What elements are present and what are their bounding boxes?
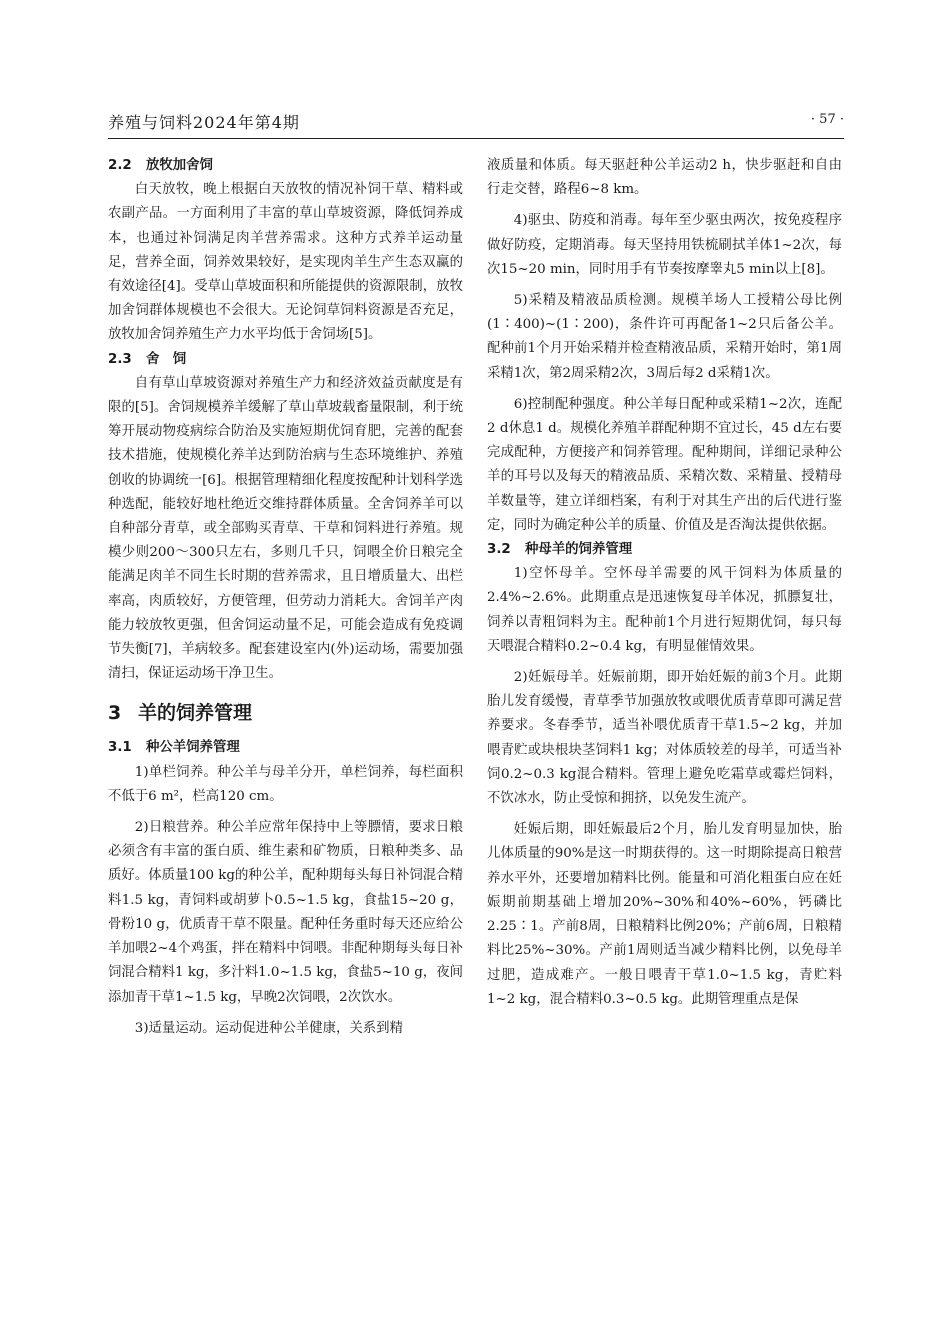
paragraph: 1)单栏饲养。种公羊与母羊分开，单栏饲养，每栏面积不低于6 m²，栏高120 cm。 <box>108 764 463 804</box>
section-title: 种母羊的饲养管理 <box>525 542 633 558</box>
section-heading-2-3 <box>108 348 463 372</box>
chapter-title: 羊的饲养管理 <box>138 702 253 725</box>
paragraph: 1)空怀母羊。空怀母羊需要的风干饲料为体质量的2.4%~2.6%。此期重点是迅速恢复母羊体况，抓膘复壮，饲养以青粗饲料为主。配种前1个月进行短期优饲，每只每天喂混合精料0.2~0.4 kg，有明显催情效果。 <box>487 566 842 654</box>
running-header <box>108 110 844 134</box>
chapter-heading-3 <box>108 700 463 726</box>
journal-title: 养殖与饲料2024年第4期 <box>108 113 300 132</box>
section-title: 放牧加舍饲 <box>146 158 213 173</box>
right-column <box>487 154 842 1012</box>
paragraph: 6)控制配种强度。种公羊每日配种或采精1~2次，连配2 d休息1 d。规模化养殖羊群配种期不宜过长，45 d左右要完成配种，方便接产和饲养管理。配种期间，详细记录种公羊的耳号以及每天的精液品质、采精次数、采精量、授精母羊数量等，建立详细档案，有利于对其生产出的后代进行鉴定，同时为确定种公羊的质量、价值及是否淘汰提供依据。 <box>487 396 842 533</box>
section-heading-3-2 <box>487 538 842 562</box>
paragraph: 自有草山草坡资源对养殖生产力和经济效益贡献度是有限的[5]。舍饲规模养羊缓解了草山草坡载畜量限制，利于统筹开展动物疫病综合防治及实施短期优饲育肥，完善的配套技术措施，使规模化养羊达到防治病与生态环境维护、养殖创收的协调统一[6]。根据管理精细化程度按配种计划科学选种选配，能较好地杜绝近交维持群体质量。全舍饲养羊可以自种部分青草，或全部购买青草、干草和饲料进行养殖。规模少则200～300只左右，多则几千只，饲喂全价日粮完全能满足肉羊不同生长时期的营养需求，且日增质量大、出栏率高，肉质较好，方便管理，但劳动力消耗大。舍饲羊产肉能力较放牧更强，但舍饲运动量不足，可能会造成有免疫调节失衡[7]，羊病较多。配套建设室内(外)运动场，需要加强清扫，保证运动场干净卫生。 <box>108 375 463 682</box>
paragraph: 妊娠后期，即妊娠最后2个月，胎儿发育明显加快，胎儿体质量的90%是这一时期获得的。这一时期除提高日粮营养水平外，还要增加精料比例。能量和可消化粗蛋白应在妊娠期前期基础上增加20%~30%和40%~60%，钙磷比2.25∶1。产前8周，日粮精料比例20%；产前6周，日粮精料比25%~30%。产前1周则适当减少精料比例，以免母羊过肥，造成难产。一般日喂青干草1.0~1.5 kg，青贮料1~2 kg，混合精料0.3~0.5 kg。此期管理重点是保 <box>487 822 842 1007</box>
section-heading-2-2 <box>108 154 463 178</box>
section-title: 种公羊饲养管理 <box>146 740 240 756</box>
chapter-number: 3 <box>108 702 122 725</box>
section-heading-3-1 <box>108 736 463 760</box>
header-rule <box>108 138 844 139</box>
paragraph: 4)驱虫、防疫和消毒。每年至少驱虫两次，按免疫程序做好防疫，定期消毒。每天坚持用铁梳刷拭羊体1~2次，每次15~20 min，同时用手有节奏按摩睾丸5 min以上[8]。 <box>487 213 842 277</box>
paragraph: 2)日粮营养。种公羊应常年保持中上等膘情，要求日粮必须含有丰富的蛋白质、维生素和矿物质，日粮种类多、品质好。体质量100 kg的种公羊，配种期每头每日补饲混合精料1.5 kg，青饲料或胡萝卜0.5~1.5 kg，食盐15~20 g，骨粉10 g，优质青干草不限量。配种任务重时每天还应给公羊加喂2~4个鸡蛋，拌在精料中饲喂。非配种期每头每日补饲混合精料1 kg，多汁料1.0~1.5 kg，食盐5~10 g，夜间添加青干草1~1.5 kg，早晚2次饲喂，2次饮水。 <box>108 820 463 1005</box>
paragraph: 白天放牧，晚上根据白天放牧的情况补饲干草、精料或农副产品。一方面利用了丰富的草山草坡资源，降低饲养成本，也通过补饲满足肉羊营养需求。这种方式养羊运动量足，营养全面，饲养效果较好，是实现肉羊生产生态双赢的有效途径[4]。受草山草坡面积和所能提供的资源限制，放牧加舍饲群体规模也不会很大。无论饲草饲料资源是否充足，放牧加舍饲养殖生产力水平均低于舍饲场[5]。 <box>108 182 463 343</box>
page-number: · 57 · <box>810 112 844 127</box>
section-number: 2.2 <box>108 158 132 173</box>
paragraph: 3)适量运动。运动促进种公羊健康，关系到精 <box>134 1020 403 1036</box>
section-number: 3.2 <box>487 542 511 558</box>
paragraph-continued: 液质量和体质。每天驱赶种公羊运动2 h，快步驱赶和自由行走交替，路程6~8 km。 <box>487 158 842 198</box>
section-number: 3.1 <box>108 740 132 756</box>
left-column <box>108 154 463 1041</box>
paragraph: 2)妊娠母羊。妊娠前期，即开始妊娠的前3个月。此期胎儿发育缓慢，青草季节加强放牧或喂优质青草即可满足营养要求。冬春季节，适当补喂优质青干草1.5~2 kg，并加喂青贮或块根块茎饲料1 kg；对体质较差的母羊，可适当补饲0.2~0.3 kg混合精料。管理上避免吃霜草或霉烂饲料，不饮冰水，防止受惊和拥挤，以免发生流产。 <box>487 670 842 807</box>
section-title: 舍 饲 <box>146 351 187 367</box>
section-number: 2.3 <box>108 351 132 367</box>
paragraph: 5)采精及精液品质检测。规模羊场人工授精公母比例(1∶400)~(1∶200)，条件许可再配备1~2只后备公羊。配种前1个月开始采精并检查精液品质，采精开始时，第1周采精1次，第2周采精2次，3周后每2 d采精1次。 <box>487 293 842 381</box>
